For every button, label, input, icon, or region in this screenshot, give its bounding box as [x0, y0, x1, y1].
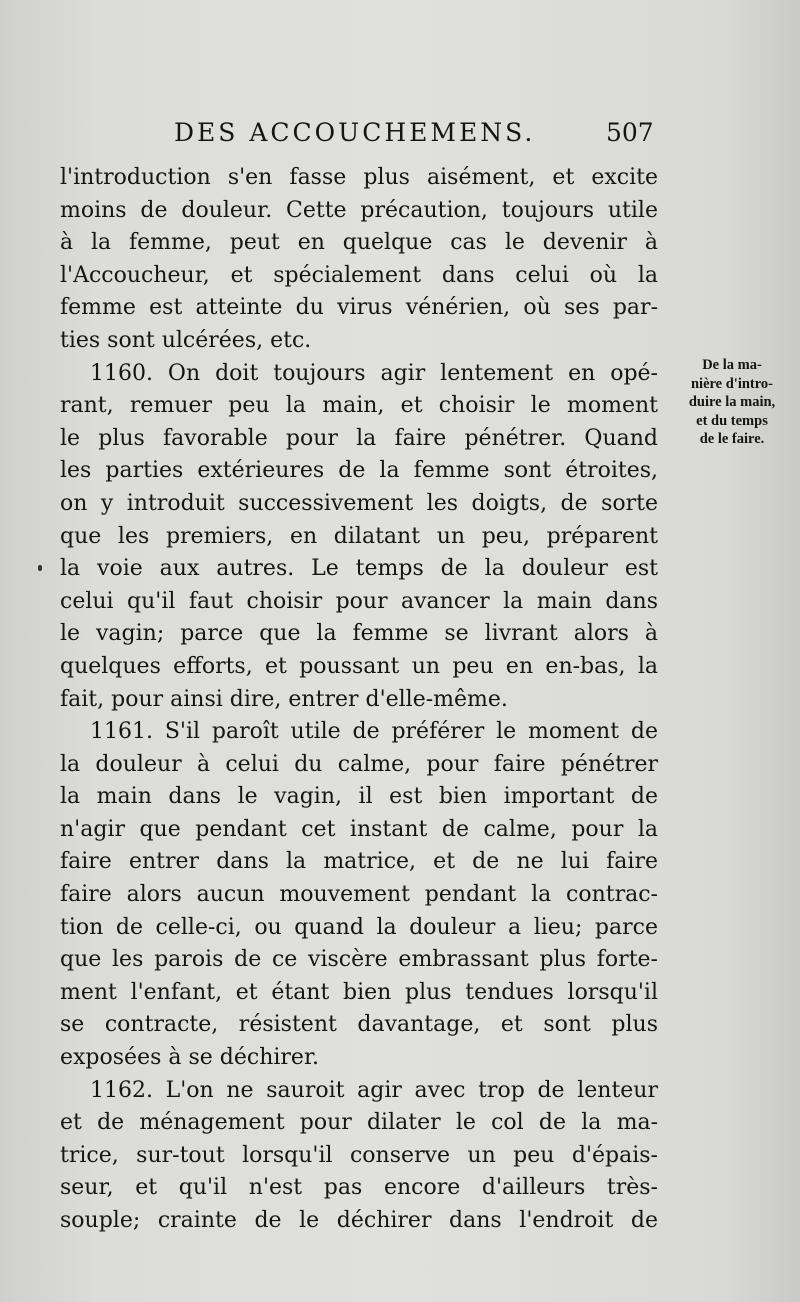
text-line: celui qu'il faut choisir pour avancer la main dans — [60, 588, 658, 614]
text-line: on y introduit successivement les doigts, de sorte — [60, 490, 658, 516]
text-line: souple; crainte de le déchirer dans l'endroit de — [60, 1208, 658, 1233]
margin-note-line: nière d'intro- — [690, 375, 774, 392]
margin-note-line: duire la main, — [688, 394, 776, 410]
text-line: se contracte, résistent davantage, et sont plus — [60, 1012, 658, 1038]
text-line: trice, sur-tout lorsqu'il conserve un peu d'épais- — [60, 1142, 658, 1168]
text-line: le plus favorable pour la faire pénétrer. Quand — [60, 425, 658, 451]
margin-note — [676, 356, 788, 449]
text-line: ties sont ulcérées, etc. — [60, 327, 312, 353]
text-line: seur, et qu'il n'est pas encore d'ailleurs très- — [60, 1175, 658, 1201]
text-line: exposées à se déchirer. — [60, 1045, 320, 1071]
paragraph-1160-start: 1160. On doit toujours agir lentement en opé- — [90, 360, 658, 386]
text-line: moins de douleur. Cette précaution, toujours utile — [60, 197, 658, 223]
text-line: les parties extérieures de la femme sont étroites, — [60, 458, 658, 484]
text-line: l'introduction s'en fasse plus aisément, et excite — [60, 165, 658, 190]
page-number: 507 — [606, 118, 654, 147]
text-line: n'agir que pendant cet instant de calme, pour la — [60, 816, 658, 842]
ink-speck — [38, 565, 42, 571]
text-line: à la femme, peut en quelque cas le devenir à — [60, 230, 658, 256]
margin-note-line: et du temps — [696, 412, 768, 429]
body-text — [60, 162, 658, 1238]
text-line: le vagin; parce que la femme se livrant alors à — [60, 621, 658, 647]
text-line: la voie aux autres. Le temps de la douleur est — [60, 556, 658, 582]
text-line: que les premiers, en dilatant un peu, préparent — [60, 523, 658, 549]
text-line: ment l'enfant, et étant bien plus tendues lorsqu'il — [60, 979, 658, 1005]
text-line: rant, remuer peu la main, et choisir le moment — [60, 393, 658, 419]
text-line: fait, pour ainsi dire, entrer d'elle-même. — [60, 686, 508, 712]
text-line: la main dans le vagin, il est bien important de — [60, 784, 658, 810]
text-line: tion de celle-ci, ou quand la douleur a lieu; parce — [60, 914, 658, 940]
running-title: DES ACCOUCHEMENS. — [174, 118, 536, 147]
margin-note-line: de le faire. — [699, 431, 765, 447]
margin-note-line: De la ma- — [702, 357, 762, 373]
text-line: faire entrer dans la matrice, et de ne lui faire — [60, 849, 658, 875]
page-header — [60, 118, 658, 158]
text-line: et de ménagement pour dilater le col de la ma- — [60, 1110, 658, 1136]
text-line: l'Accoucheur, et spécialement dans celui où la — [60, 262, 658, 288]
paragraph-1161-start: 1161. S'il paroît utile de préférer le moment de — [90, 719, 658, 745]
text-line: la douleur à celui du calme, pour faire pénétrer — [60, 751, 658, 777]
text-line: que les parois de ce viscère embrassant plus forte- — [60, 947, 658, 973]
text-line: femme est atteinte du virus vénérien, où ses par- — [60, 295, 658, 321]
paragraph-1162-start: 1162. L'on ne sauroit agir avec trop de lenteur — [90, 1077, 658, 1103]
text-line: quelques efforts, et poussant un peu en en-bas, la — [60, 653, 658, 679]
text-line: faire alors aucun mouvement pendant la contrac- — [60, 882, 658, 908]
